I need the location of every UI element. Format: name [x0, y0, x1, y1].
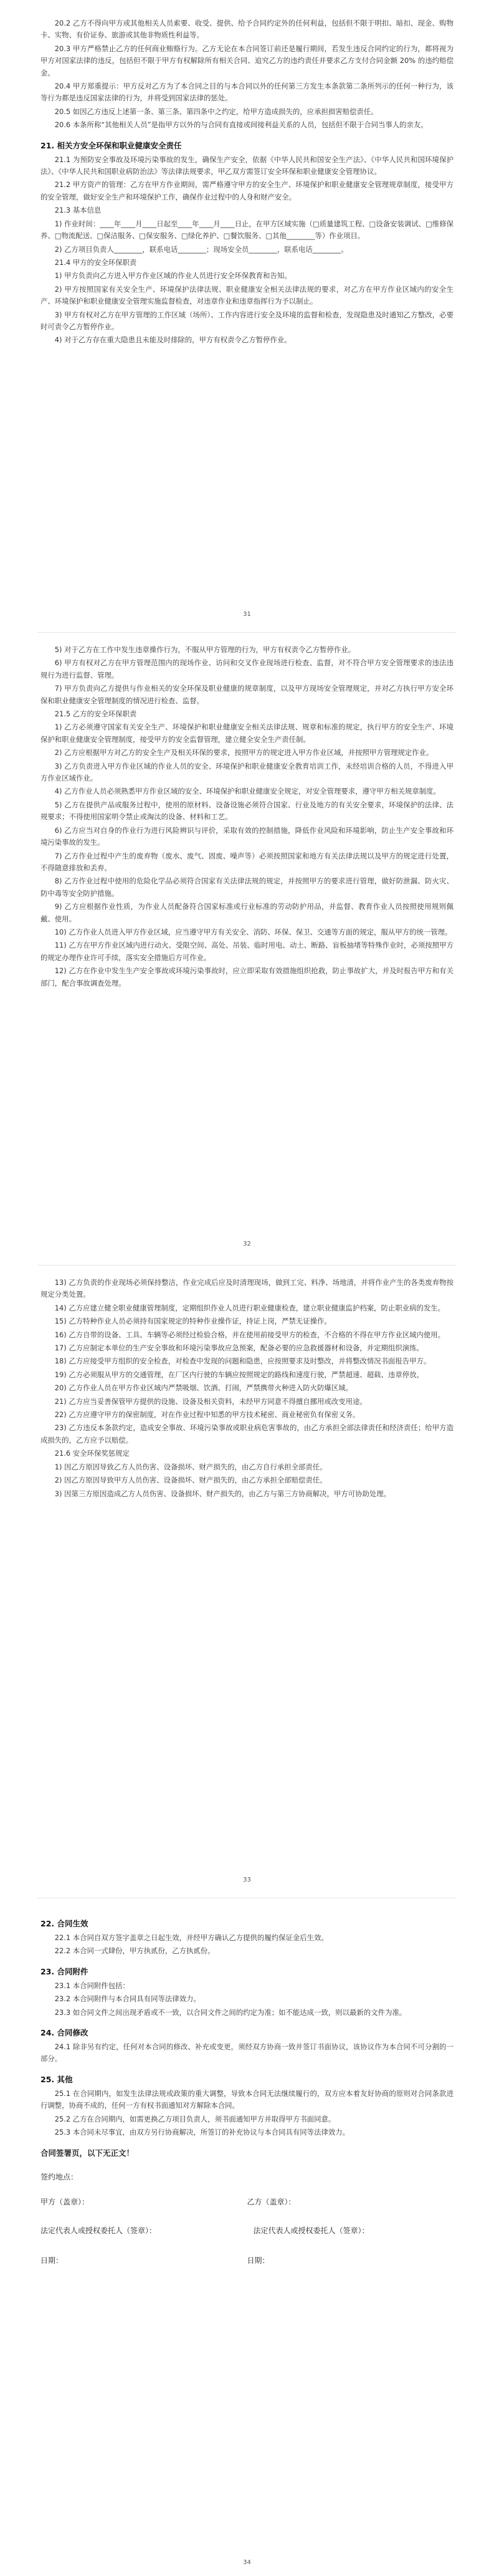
section-24-title: 24. 合同修改 — [40, 2028, 88, 2038]
clause-20-3: 20.3 甲方严格禁止乙方的任何商业贿赂行为。乙方无论在本合同签订前还是履行期间，若发生违反合同约定的行为，都将视为甲方对国家法律的违反，包括但不限于甲方有权解除所有相关合同、追究乙方的违约责任并要求乙方支付合同金额 20% 的违约赔偿金。 — [40, 44, 454, 77]
clause-21-4-1: 1) 甲方负责向乙方进入甲方作业区域的作业人员进行安全环保教育和告知。 — [54, 271, 292, 281]
clause-21-5-12: 12) 乙方在作业中发生生产安全事故或环境污染事故时，应立即采取有效措施组织抢救，防止事故扩大，并及时报告甲方和有关部门，配合事故调查处理。 — [40, 966, 454, 988]
clause-21-4-5: 5) 对于乙方在工作中发生违章操作行为，不服从甲方管理的行为，甲方有权责令乙方暂停作业。 — [54, 645, 356, 654]
clause-21-5-title: 21.5 乙方的安全环保职责 — [54, 709, 137, 719]
representative-row — [40, 2223, 454, 2238]
date-row — [40, 2253, 454, 2268]
page-34 — [0, 1898, 494, 2576]
clause-21-5-4: 4) 乙方作业人员必须熟悉甲方作业区域的安全、环境保护和职业健康安全规定，对安全管理要求，遵守甲方相关规章制度。 — [54, 787, 440, 796]
clause-24-1: 24.1 除非另有约定，任何对本合同的修改、补充或变更，须经双方协商一致并签订书面协议，该协议作为本合同不可分割的一部分。 — [40, 2042, 454, 2064]
page-number: 33 — [243, 1877, 251, 1883]
clause-21-5-13: 13) 乙方负责的作业现场必须保持整洁，作业完成后应及时清理现场，做到工完、料净、场地清，并将作业产生的各类废弃物按规定分类处置。 — [40, 1278, 454, 1299]
clause-22-2: 22.2 本合同一式肆份，甲方执贰份，乙方执贰份。 — [54, 1946, 215, 1956]
clause-22-1: 22.1 本合同自双方签字盖章之日起生效，并经甲方确认乙方提供的履约保证金后生效。 — [54, 1933, 328, 1942]
clause-21-5-9: 9) 乙方应根据作业性质，为作业人员配备符合国家标准或行业标准的劳动防护用品，并监督、教育作业人员按照使用规则佩戴、使用。 — [40, 902, 454, 923]
clause-21-5-6: 6) 乙方应当对自身的作业行为进行风险辨识与评价，采取有效的控制措施，降低作业风险和环境影响，防止生产安全事故和环境污染事故的发生。 — [40, 825, 454, 847]
party-a-representative-label: 法定代表人或授权委托人（签章）： — [40, 2226, 157, 2236]
clause-21-5-21: 21) 乙方应当妥善保管甲方提供的设施、设备及相关资料，未经甲方同意不得擅自挪用或改变用途。 — [54, 1396, 367, 1406]
clause-21-4-title: 21.4 甲方的安全环保职责 — [54, 257, 137, 267]
clause-23-2: 23.2 本合同附件与本合同具有同等法律效力。 — [54, 1994, 201, 2004]
clause-23-3: 23.3 如合同文件之间出现矛盾或不一致，以合同文件之间的约定为准；如不能达成一致，则以最新的文件为准。 — [54, 2007, 407, 2017]
clause-21-5-14: 14) 乙方应建立健全职业健康管理制度，定期组织作业人员进行职业健康检查，建立职业健康监护档案，防止职业病的发生。 — [54, 1303, 445, 1312]
clause-21-1: 21.1 为预防安全事故及环境污染事故的发生，确保生产安全，依据《中华人民共和国安全生产法》、《中华人民共和国环境保护法》、《中华人民共和国职业病防治法》等法律法规要求，甲乙双方需签订安全环保和职业健康安全管理协议。 — [40, 155, 454, 176]
party-b-representative-label: 法定代表人或授权委托人（签章）： — [253, 2226, 369, 2236]
clause-21-5-8: 8) 乙方作业过程中使用的危险化学品必须符合国家有关法律法规的规定，并按照甲方的要求进行管理，做好防泄漏、防火灾、防中毒等安全防护措施。 — [40, 877, 454, 898]
page-33 — [0, 1266, 494, 1898]
clause-20-5: 20.5 如因乙方违反上述第一条、第三条、第四条中之约定，给甲方造成损失的，应承担损害赔偿责任。 — [54, 107, 378, 116]
clause-21-5-11: 11) 乙方在甲方作业区域内进行动火、受限空间、高处、吊装、临时用电、动土、断路、盲板抽堵等特殊作业时，必须按照甲方的规定办理作业许可手续，落实安全措施后方可作业。 — [40, 941, 454, 962]
clause-21-4-7: 7) 甲方负责向乙方提供与作业相关的安全环保及职业健康的规章制度，以及甲方现场安全管理规定，并对乙方执行甲方安全环保和职业健康安全管理制度的情况进行检查、监督。 — [40, 684, 454, 705]
section-21-title: 21. 相关方安全环保和职业健康安全责任 — [40, 140, 182, 150]
clause-20-6: 20.6 本条所称“其他相关人员”是指甲方以外的与合同有直接或间接利益关系的人员，包括但不限于合同当事人的亲友。 — [54, 120, 428, 130]
clause-25-1: 25.1 在合同期内，如发生法律法规或政策的重大调整，导致本合同无法继续履行的，双方应本着友好协商的原则对合同条款进行调整，协商不成的，任何一方有权书面通知对方解除本合同。 — [40, 2088, 454, 2110]
page-number: 32 — [243, 1241, 251, 1247]
clause-21-5-20: 20) 乙方作业人员在甲方作业区域内严禁吸烟、饮酒、打闹，严禁携带火种进入防火防爆区域。 — [54, 1383, 353, 1393]
signature-page-note: 合同签署页，以下无正文！ — [40, 2148, 135, 2158]
page-34-content — [40, 1910, 454, 2268]
clause-23-1: 23.1 本合同附件包括： — [54, 1981, 130, 1990]
clause-21-5-5: 5) 乙方在提供产品或服务过程中，使用的原材料、设备设施必须符合国家、行业及地方的有关安全要求，环境保护的法律、法规要求；不得使用国家明令禁止或淘汰的设备、材料和工艺。 — [40, 800, 454, 822]
clause-21-5-1: 1) 乙方必须遵守国家有关安全生产、环境保护和职业健康安全相关法律法规、规章和标准的规定，执行甲方的安全生产、环境保护和职业健康安全管理制度，接受甲方的安全监督管理，建立健全安全生产责任制。 — [40, 723, 454, 744]
clause-21-5-22: 22) 乙方应遵守甲方的保密制度，对在作业过程中知悉的甲方技术秘密、商业秘密负有保密义务。 — [54, 1410, 360, 1420]
party-a-date-label: 日期： — [40, 2256, 64, 2266]
clause-21-3-title: 21.3 基本信息 — [54, 206, 102, 215]
clause-25-3: 25.3 本合同未尽事宜，由双方另行协商解决，所签订的补充协议与本合同具有同等法律效力。 — [54, 2128, 350, 2137]
clause-21-5-7: 7) 乙方作业过程中产生的废弃物（废水、废气、固废、噪声等）必须按照国家和地方有关法律法规以及甲方的规定进行处置，不得随意排放和丢弃。 — [40, 851, 454, 872]
clause-21-5-16: 16) 乙方自带的设备、工具、车辆等必须经过检验合格，并在使用前接受甲方的检查，不合格的不得在甲方作业区域内使用。 — [54, 1330, 445, 1339]
clause-20-2: 20.2 乙方不得向甲方或其他相关人员索要、收受、提供、给予合同约定外的任何利益，包括但不限于明扣、暗扣、现金、购物卡、实物、有价证券、旅游或其他非物质性利益等。 — [40, 19, 454, 40]
clause-20-4: 20.4 甲方郑重提示：甲方反对乙方为了本合同之目的与本合同以外的任何第三方发生本条款第二条所列示的任何一种行为，该等行为都是违反国家法律的行为，并将受到国家法律的惩处。 — [40, 82, 454, 103]
page-31 — [0, 0, 494, 633]
clause-21-5-19: 19) 乙方必须服从甲方的交通管理，在厂区内行驶的车辆应按照规定的路线和速度行驶，严禁超速、超载、违章停放。 — [54, 1370, 424, 1379]
clause-21-4-3: 3) 甲方有权对乙方在甲方管理的工作区域（场所）、工作内容进行安全及环境的监督和检查，发现隐患及时通知乙方整改，必要时可责令乙方暂停作业。 — [40, 310, 454, 331]
clause-21-5-3: 3) 乙方负责进入甲方作业区域的作业人员的安全、环境保护和职业健康安全教育培训工作，未经培训合格的人员，不得进入甲方作业区域作业。 — [40, 761, 454, 783]
clause-21-5-10: 10) 乙方作业人员进入甲方作业区域，应当遵守甲方有关安全、消防、环保、保卫、交通等方面的规定，服从甲方的统一管理。 — [54, 927, 452, 936]
page-32-content — [40, 644, 454, 991]
clause-21-2: 21.2 甲方资产的管理：乙方在甲方作业期间，需严格遵守甲方的安全生产、环境保护和职业健康安全管理规章制度，接受甲方的安全管理，做好安全生产和环境保护工作，确保作业过程中的人身和财产安全。 — [40, 180, 454, 201]
party-a-label: 甲方（盖章）： — [40, 2198, 90, 2207]
clause-21-5-17: 17) 乙方应制定本单位的生产安全事故和环境污染事故应急预案，配备必要的应急救援器材和设备，并定期组织演练。 — [54, 1343, 424, 1353]
party-row — [40, 2194, 454, 2209]
clause-21-3-1: 1) 作业时间：____年____月____日起至____年____月____日止，在甲方区域实施（□质量建筑工程、□设备安装调试、□维修保养、□物流配送、□保洁服务、□保安服务、□绿化养护、□餐饮服务、□其他________等）作业项目。 — [40, 219, 454, 241]
clause-21-4-4: 4) 对于乙方存在重大隐患且未能及时排除的，甲方有权责令乙方暂停作业。 — [54, 335, 292, 345]
clause-21-6-3: 3) 因第三方原因造成乙方人员伤害、设备损坏、财产损失的，由乙方与第三方协商解决，甲方可协助处理。 — [54, 1489, 391, 1498]
clause-21-6-1: 1) 因乙方原因导致乙方人员伤害、设备损坏、财产损失的，由乙方自行承担全部责任。 — [54, 1462, 327, 1471]
clause-21-4-2: 2) 甲方按照国家有关安全生产、环境保护法律法规、职业健康安全相关法律法规的要求，对乙方在甲方作业区域内的安全生产、环境保护和职业健康安全管理实施监督检查，对违章作业和违章指挥行为予以制止。 — [40, 284, 454, 306]
clause-21-3-2: 2) 乙方项目负责人________，联系电话________；现场安全员________，联系电话________。 — [54, 244, 348, 254]
page-33-content — [40, 1277, 454, 1501]
clause-21-5-23: 23) 乙方违反本条款约定，造成安全事故、环境污染事故或职业病危害事故的，由乙方承担全部法律责任和经济责任；给甲方造成损失的，乙方应予以赔偿。 — [40, 1423, 454, 1444]
clause-21-5-2: 2) 乙方应根据甲方对乙方的安全生产及相关环保的要求，按照甲方的规定进入甲方作业区域，并按照甲方管理规定作业。 — [54, 748, 434, 757]
section-22-title: 22. 合同生效 — [40, 1919, 88, 1928]
clause-21-5-15: 15) 乙方特种作业人员必须持有国家规定的特种作业操作证，持证上岗，严禁无证操作。 — [54, 1317, 331, 1326]
party-b-date-label: 日期： — [247, 2256, 270, 2266]
section-25-title: 25. 其他 — [40, 2074, 73, 2084]
page-number: 34 — [243, 2559, 251, 2566]
clause-21-6-title: 21.6 安全环保奖惩规定 — [54, 1449, 130, 1458]
clause-21-4-6: 6) 甲方有权对乙方在甲方管理范围内的现场作业、访问和交叉作业现场进行检查、监督，对不符合甲方安全管理要求的违法违规行为进行监督、管理。 — [40, 658, 454, 680]
page-32 — [0, 633, 494, 1266]
clause-25-2: 25.2 乙方在合同期内，如需更换乙方项目负责人，须书面通知甲方并取得甲方书面同意。 — [54, 2114, 336, 2123]
signing-place-label: 签约地点： — [40, 2173, 78, 2182]
party-b-label: 乙方（盖章）： — [247, 2198, 296, 2207]
clause-21-5-18: 18) 乙方应接受甲方组织的安全检查，对检查中发现的问题和隐患，应按照要求及时整改，并将整改情况书面报告甲方。 — [54, 1357, 431, 1366]
clause-21-6-2: 2) 因乙方原因导致甲方人员伤害、设备损坏、财产损失的，由乙方承担全部赔偿责任。 — [54, 1476, 327, 1485]
section-23-title: 23. 合同附件 — [40, 1966, 88, 1976]
page-31-content — [40, 17, 454, 348]
page-number: 31 — [243, 611, 251, 618]
